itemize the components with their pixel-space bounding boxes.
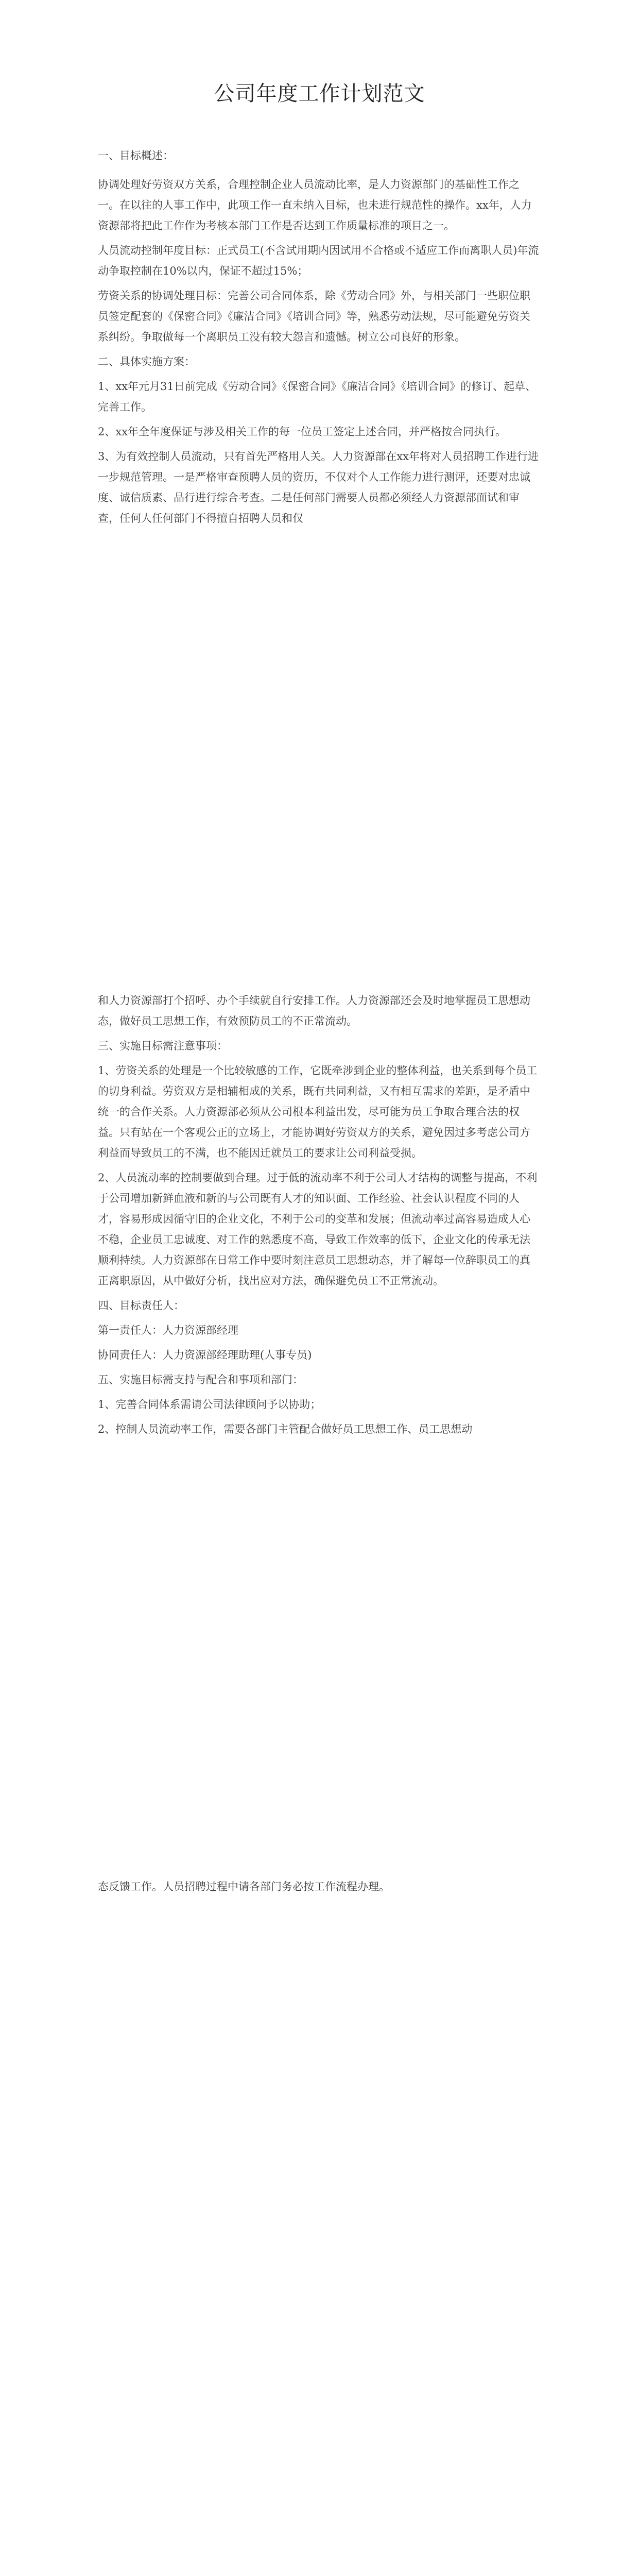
first-responsible-person: 第一责任人：人力资源部经理: [98, 1324, 238, 1336]
heading-support-and-cooperation: 五、实施目标需支持与配合和事项和部门：: [98, 1374, 303, 1386]
content-block-1: [98, 145, 541, 529]
paragraph: 人员流动控制年度目标：正式员工(不含试用期内因试用不合格或不适应工作而离职人员)年流动争取控制在10%以内，保证不超过15%；: [98, 244, 539, 277]
content-block-3: [98, 1876, 541, 1897]
list-item: 2、xx年全年度保证与涉及相关工作的每一位员工签定上述合同，并严格按合同执行。: [98, 426, 507, 438]
paragraph-continuation: 和人力资源部打个招呼、办个手续就自行安排工作。人力资源部还会及时地掌握员工思想动态，做好员工思想工作，有效预防员工的不正常流动。: [98, 994, 530, 1027]
content-block-2: [98, 990, 541, 1439]
list-item: 1、劳资关系的处理是一个比较敏感的工作，它既牵涉到企业的整体利益，也关系到每个员工的切身利益。劳资双方是相辅相成的关系，既有共同利益，又有相互需求的差距，是矛盾中统一的合作关系。人力资源部必须从公司根本利益出发，尽可能为员工争取合理合法的权益。只有站在一个客观公正的立场上，才能协调好劳资双方的关系，避免因过多考虑公司方利益而导致员工的不满，也不能因迁就员工的要求让公司利益受损。: [98, 1064, 538, 1159]
paragraph: 协调处理好劳资双方关系，合理控制企业人员流动比率，是人力资源部门的基础性工作之一。在以往的人事工作中，此项工作一直未纳入目标，也未进行规范性的操作。xx年，人力资源部将把此工作作为考核本部门工作是否达到工作质量标准的项目之一。: [98, 178, 532, 232]
heading-implementation-notes: 三、实施目标需注意事项：: [98, 1040, 228, 1052]
co-responsible-person: 协同责任人：人力资源部经理助理(人事专员): [98, 1349, 312, 1361]
list-item: 2、控制人员流动率工作，需要各部门主管配合做好员工思想工作、员工思想动: [98, 1423, 473, 1435]
document-title: 公司年度工作计划范文: [214, 82, 425, 106]
heading-objective-overview: 一、目标概述：: [98, 149, 174, 162]
list-item: 3、为有效控制人员流动，只有首先严格用人关。人力资源部在xx年将对人员招聘工作进行进一步规范管理。一是严格审查预聘人员的资历，不仅对个人工作能力进行测评，还要对忠诚度、诚信质素、品行进行综合考查。二是任何部门需要人员都必须经人力资源部面试和审查，任何人任何部门不得擅自招聘人员和仅: [98, 450, 539, 524]
heading-implementation-plan: 二、具体实施方案：: [98, 355, 195, 368]
list-item: 1、xx年元月31日前完成《劳动合同》《保密合同》《廉洁合同》《培训合同》的修订、起草、完善工作。: [98, 380, 537, 413]
list-item: 2、人员流动率的控制要做到合理。过于低的流动率不利于公司人才结构的调整与提高，不利于公司增加新鲜血液和新的与公司既有人才的知识面、工作经验、社会认识程度不同的人才，容易形成因循守旧的企业文化，不利于公司的变革和发展；但流动率过高容易造成人心不稳，企业员工忠诚度、对工作的熟悉度不高，导致工作效率的低下，企业文化的传承无法顺利持续。人力资源部在日常工作中要时刻注意员工思想动态，并了解每一位辞职员工的真正离职原因，从中做好分析，找出应对方法，确保避免员工不正常流动。: [98, 1172, 538, 1287]
heading-responsible-persons: 四、目标责任人：: [98, 1299, 184, 1312]
list-item: 1、完善合同体系需请公司法律顾问予以协助；: [98, 1398, 321, 1411]
paragraph: 劳资关系的协调处理目标：完善公司合同体系，除《劳动合同》外，与相关部门一些职位职员签定配套的《保密合同》《廉洁合同》《培训合同》等，熟悉劳动法规，尽可能避免劳资关系纠纷。争取做每一个离职员工没有较大怨言和遗憾。树立公司良好的形象。: [98, 290, 530, 343]
paragraph-continuation: 态反馈工作。人员招聘过程中请各部门务必按工作流程办理。: [98, 1880, 390, 1893]
